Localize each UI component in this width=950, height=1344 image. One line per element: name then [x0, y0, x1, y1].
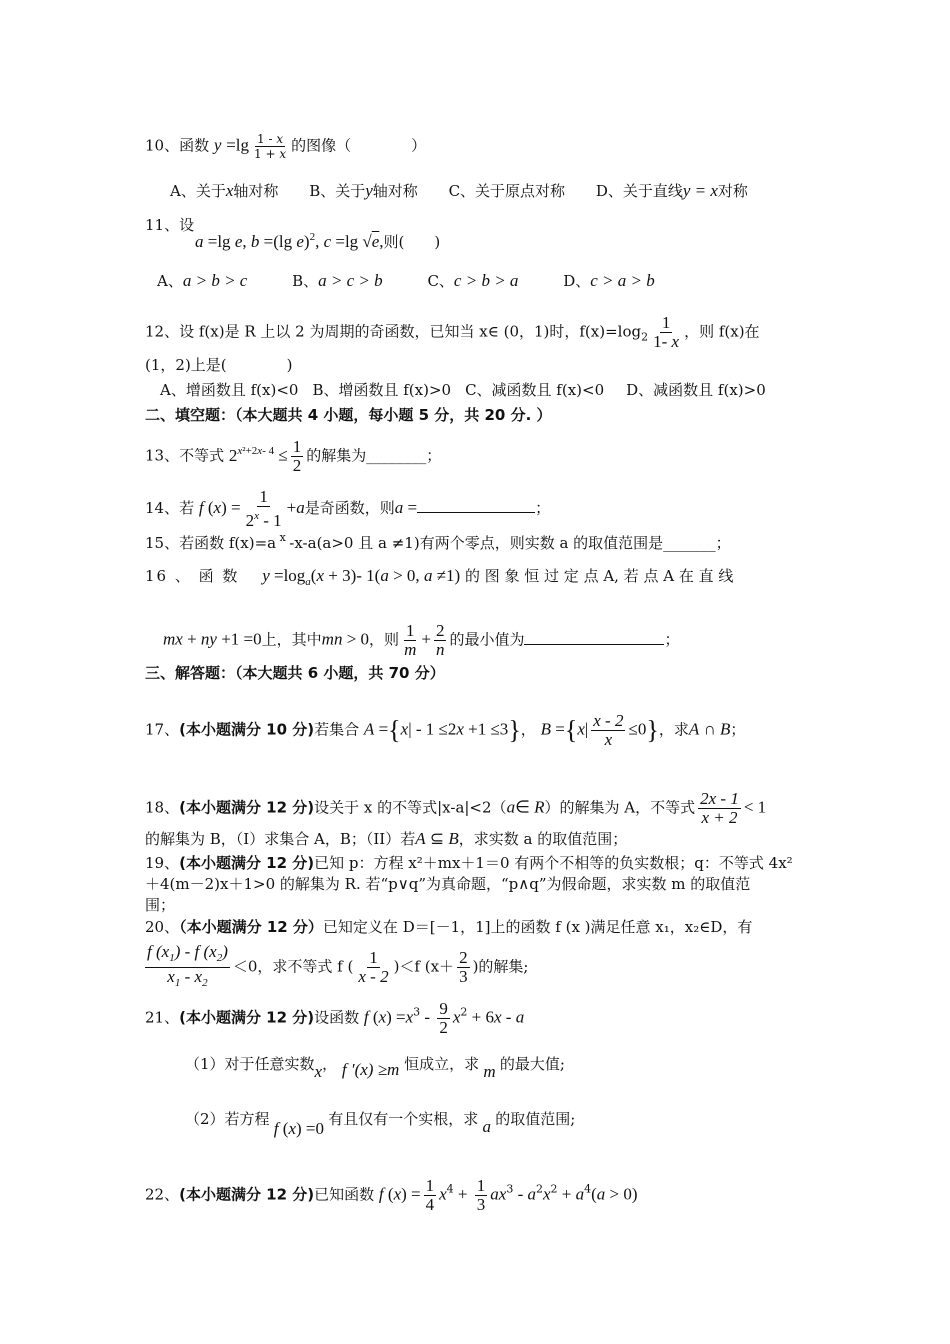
- question-10: 10、函数 y =lg $\frac{1 - x}{1 + x}$ 的图像（ ）: [145, 132, 427, 161]
- question-18: 18、(本小题满分 12 分)设关于 x 的不等式|x-a|<2（a∈ R）的解集为 A，不等式 $\frac{2x - 1}{x + 2}$ < 1: [145, 789, 767, 827]
- q10-label: 10、: [145, 136, 180, 155]
- question-19: 19、(本小题满分 12 分)已知 p：方程 x²＋mx＋1＝0 有两个不相等的负实数根；q：不等式 4x²: [145, 854, 793, 872]
- q16-line-2: mx + ny +1 =0上，其中mn > 0，则 $\frac{1}{m}$ + $\frac{2}{n}$ 的最小值为 ；: [163, 621, 680, 659]
- q12-fraction: $\frac{1}{1- x}$: [653, 313, 680, 351]
- question-17: 17、(本小题满分 10 分)若集合 A ={x| - 1 ≤2x +1 ≤3}， B ={x| $\frac{x - 2}{x}$ ≤0}，求A ∩ B；: [145, 711, 746, 749]
- question-15: 15、若函数 f(x)=a $^x$ -x-a(a>0 且 a ≠1)有两个零点，则实数 a 的取值范围是_______；: [145, 531, 731, 552]
- q19-line-3: 围；: [145, 896, 176, 914]
- q20-line-2: $\frac{f (x_1) - f (x_2)}{x_1 - x_2}$ ＜0，求不等式 f ( $\frac{1}{x - 2}$ )＜f (x＋ $\frac{2}{3}$ )的解集;: [147, 942, 529, 989]
- q21-part-1: （1）对于任意实数x， f ′(x) ≥m 恒成立，求 m 的最大值;: [185, 1055, 565, 1081]
- q10-options: A、关于x轴对称 B、关于y轴对称 C、关于原点对称 D、关于直线y = x对称: [170, 181, 748, 200]
- question-12: 12、设 f(x)是 R 上以 2 为周期的奇函数，已知当 x∈ (0，1)时，$f(x)=\log_2$ $\frac{1}{1- x}$ ，则 f(x)在: [145, 313, 760, 351]
- q21-part-2: （2）若方程 f (x) =0 有且仅有一个实根，求 a 的取值范围;: [185, 1110, 576, 1138]
- q11-expression: a =lg e, b =(lg e)$^2$, c =lg √e,则( ): [195, 231, 441, 251]
- question-14: 14、若 f (x) = $\frac{1}{2^x - 1}$ +a是奇函数，则a = ；: [145, 487, 551, 530]
- question-16: 16 、 函 数 $y =\log_a(x + 3)-$ 1(a > 0, a ≠1) 的 图 象 恒 过 定 点 A, 若 点 A 在 直 线: [145, 566, 734, 588]
- q11-options: A、a > b > c B、a > c > b C、c > b > a D、c > a > b: [157, 271, 655, 290]
- question-20: 20、（本小题满分 12 分）已知定义在 D＝[－1，1]上的函数 f (x )满足任意 x₁，x₂∈D，有: [145, 918, 753, 936]
- section-2-heading: 二、填空题：（本大题共 4 小题，每小题 5 分，共 20 分. ）: [145, 406, 552, 424]
- question-21: 21、(本小题满分 12 分)设函数 f $(x) =x^3$ - $\frac{9}{2}$ $x^2 + 6x - a$: [145, 999, 525, 1037]
- question-13: 13、不等式 $2^{x^2+2x- 4}$ ≤ $\frac{1}{2}$ 的解集为________；: [145, 437, 442, 475]
- q12-options: A、增函数且 f(x)<0 B、增函数且 f(x)>0 C、减函数且 f(x)<0 D、减函数且 f(x)>0: [160, 381, 766, 399]
- q19-line-2: ＋4(m－2)x＋1>0 的解集为 R. 若“p∨q”为真命题，“p∧q”为假命题，求实数 m 的取值范: [145, 875, 751, 893]
- question-11: 11、设: [145, 216, 195, 234]
- q10-fraction: $\frac{1 - x}{1 + x}$: [254, 132, 287, 161]
- question-22: 22、(本小题满分 12 分)已知函数 f (x) = $\frac{1}{4}$ $x^4$ + $\frac{1}{3}$ $ax^3 - a^2x^2 + a^4(a > 0)$: [145, 1176, 638, 1214]
- q18-line-2: 的解集为 B，（I）求集合 A，B；（II）若A ⊆ B，求实数 a 的取值范围；: [145, 829, 628, 848]
- q12-interval: (1，2)上是( ): [145, 356, 293, 374]
- section-3-heading: 三、解答题：（本大题共 6 小题，共 70 分）: [145, 664, 445, 682]
